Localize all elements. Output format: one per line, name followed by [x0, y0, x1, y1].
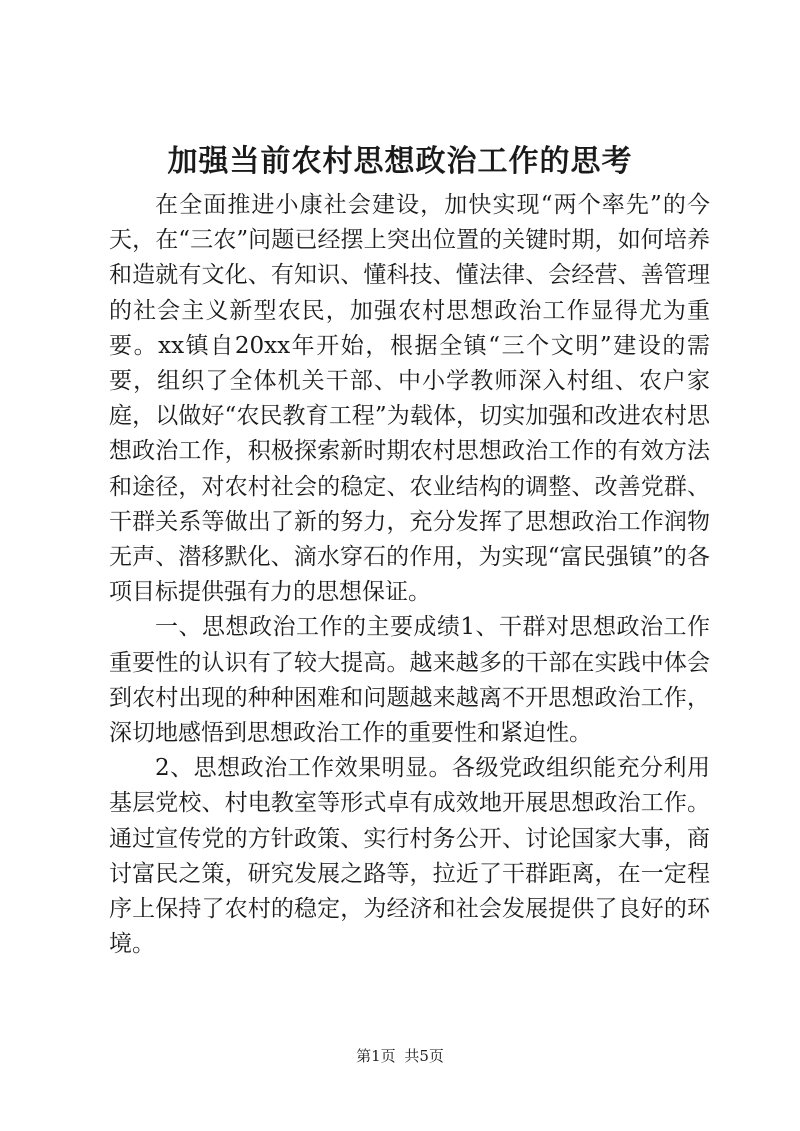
paragraph-section-one: 一、思想政治工作的主要成绩1、干群对思想政治工作重要性的认识有了较大提高。越来越多的干部在实践中体会到农村出现的种种困难和问题越来越离不开思想政治工作，深切地感悟到思想政治工作的重要性和紧迫性。	[109, 614, 710, 747]
paragraph-section-two: 2、思想政治工作效果明显。各级党政组织能充分利用基层党校、村电教室等形式卓有成效地开展思想政治工作。通过宣传党的方针政策、实行村务公开、讨论国家大事，商讨富民之策，研究发展之路等，拉近了干群距离，在一定程序上保持了农村的稳定，为经济和社会发展提供了良好的环境。	[109, 755, 710, 958]
document-title: 加强当前农村思想政治工作的思考	[167, 144, 633, 179]
page-footer	[0, 1046, 800, 1066]
paragraph-intro: 在全面推进小康社会建设，加快实现“两个率先”的今天，在“三农”问题已经摆上突出位置的关键时期，如何培养和造就有文化、有知识、懂科技、懂法律、会经营、善管理的社会主义新型农民，加强农村思想政治工作显得尤为重要。xx镇自20xx年开始，根据全镇“三个文明”建设的需要，组织了全体机关干部、中小学教师深入村组、农户家庭，以做好“农民教育工程”为载体，切实加强和改进农村思想政治工作，积极探索新时期农村思想政治工作的有效方法和途径，对农村社会的稳定、农业结构的调整、改善党群、干群关系等做出了新的努力，充分发挥了思想政治工作润物无声、潜移默化、滴水穿石的作用，为实现“富民强镇”的各项目标提供强有力的思想保证。	[109, 192, 710, 606]
page-number-current: 第1页	[356, 1047, 396, 1065]
page-number-total: 共5页	[404, 1047, 444, 1065]
document-body	[109, 188, 710, 962]
